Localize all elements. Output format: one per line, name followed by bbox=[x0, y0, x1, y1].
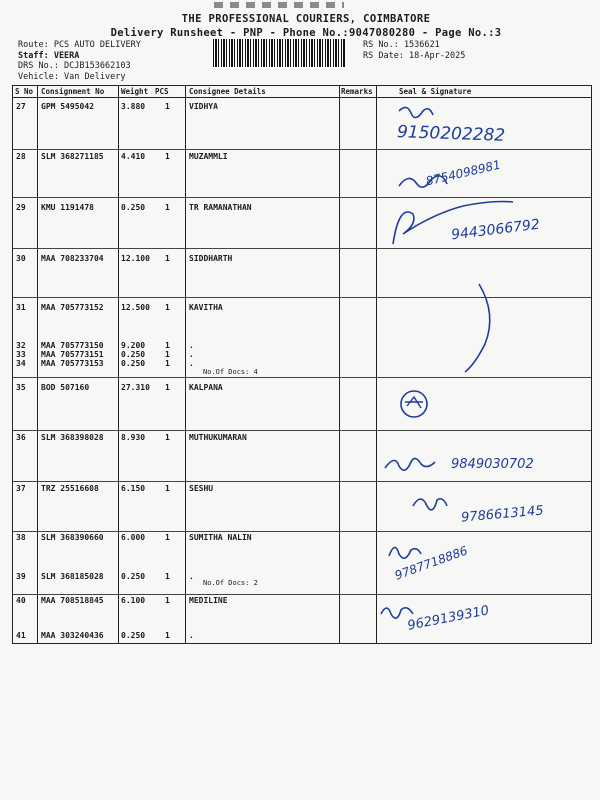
row-consignment-no: MAA 303240436 bbox=[41, 631, 104, 640]
row-consignee: . bbox=[189, 572, 194, 581]
signature-stroke bbox=[399, 107, 433, 117]
row-sno: 29 bbox=[16, 203, 26, 212]
signature-stroke bbox=[405, 397, 423, 408]
row-sno: 40 bbox=[16, 596, 26, 605]
row-sno: 39 bbox=[16, 572, 26, 581]
row-consignee: . bbox=[189, 631, 194, 640]
runsheet-meta-right bbox=[363, 40, 465, 61]
row-sno: 27 bbox=[16, 102, 26, 111]
barcode-image bbox=[213, 39, 346, 67]
route-text: Route: PCS AUTO DELIVERY bbox=[18, 40, 141, 50]
row-consignment-no: MAA 708233704 bbox=[41, 254, 104, 263]
page-title: THE PROFESSIONAL COURIERS, COIMBATORE bbox=[181, 13, 431, 25]
row-consignment-no: SLM 368185028 bbox=[41, 572, 104, 581]
col-header-consignee: Consignee Details bbox=[189, 87, 266, 96]
row-consignee: SUMITHA NALIN bbox=[189, 533, 252, 542]
row-consignment-no: SLM 368271185 bbox=[41, 152, 104, 161]
row-sno: 35 bbox=[16, 383, 26, 392]
row-pcs: 1 bbox=[165, 152, 170, 161]
row-consignment-no: TRZ 25516608 bbox=[41, 484, 99, 493]
col-header-seal: Seal & Signature bbox=[399, 87, 472, 96]
row-sno: 41 bbox=[16, 631, 26, 640]
row-weight: 9.200 bbox=[121, 341, 146, 350]
row-consignee: KALPANA bbox=[189, 383, 223, 392]
row-pcs: 1 bbox=[165, 484, 170, 493]
row-pcs: 1 bbox=[165, 433, 170, 442]
row-pcs: 1 bbox=[165, 303, 170, 312]
row-consignment-no: GPM 5495042 bbox=[41, 102, 94, 111]
drs-number: DRS No.: DCJB153662103 bbox=[18, 61, 131, 71]
row-sno: 31 bbox=[16, 303, 26, 312]
row-consignment-no: MAA 705773152 bbox=[41, 303, 104, 312]
signature-stroke bbox=[381, 608, 413, 618]
signature-stroke bbox=[413, 499, 447, 510]
handwritten-phone: 9787718886 bbox=[392, 543, 470, 583]
row-consignee: MUTHUKUMARAN bbox=[189, 433, 247, 442]
row-sno: 32 bbox=[16, 341, 26, 350]
row-pcs: 1 bbox=[165, 341, 170, 350]
row-weight: 0.250 bbox=[121, 572, 146, 581]
top-edge-mark bbox=[214, 2, 344, 8]
col-header-pcs: PCS bbox=[155, 87, 169, 96]
row-consignment-no: KMU 1191478 bbox=[41, 203, 94, 212]
row-sno: 30 bbox=[16, 254, 26, 263]
row-consignment-no: BOD 507160 bbox=[41, 383, 90, 392]
row-consignee: TR RAMANATHAN bbox=[189, 203, 252, 212]
row-consignee: MEDILINE bbox=[189, 596, 228, 605]
staff-text: Staff: VEERA bbox=[18, 50, 80, 61]
handwritten-phone: 9786613145 bbox=[460, 503, 545, 526]
row-consignee: . bbox=[189, 359, 194, 368]
col-header-weight: Weight bbox=[121, 87, 149, 96]
rs-date: RS Date: 18-Apr-2025 bbox=[363, 50, 466, 61]
page-subtitle: Delivery Runsheet - PNP - Phone No.:9047080280 - Page No.:3 bbox=[110, 27, 502, 39]
row-weight: 8.930 bbox=[121, 433, 146, 442]
row-sno: 38 bbox=[16, 533, 26, 542]
row-weight: 12.500 bbox=[121, 303, 150, 312]
row-pcs: 1 bbox=[165, 203, 170, 212]
docs-count-note: No.Of Docs: 2 bbox=[203, 579, 258, 587]
row-consignment-no: MAA 705773153 bbox=[41, 359, 104, 368]
row-pcs: 1 bbox=[165, 350, 170, 359]
row-weight: 6.000 bbox=[121, 533, 146, 542]
handwritten-phone: 9629139310 bbox=[406, 603, 491, 634]
runsheet-meta-left bbox=[18, 40, 141, 82]
row-sno: 33 bbox=[16, 350, 26, 359]
row-weight: 0.250 bbox=[121, 350, 146, 359]
rs-number: RS No.: 1536621 bbox=[363, 40, 440, 50]
row-sno: 34 bbox=[16, 359, 26, 368]
row-weight: 27.310 bbox=[121, 383, 150, 392]
handwritten-phone: 9150202282 bbox=[396, 122, 506, 146]
row-consignee: KAVITHA bbox=[189, 303, 223, 312]
docs-count-note: No.Of Docs: 4 bbox=[203, 368, 258, 376]
row-weight: 6.150 bbox=[121, 484, 146, 493]
row-weight: 0.250 bbox=[121, 359, 146, 368]
row-pcs: 1 bbox=[165, 596, 170, 605]
row-consignment-no: MAA 705773150 bbox=[41, 341, 104, 350]
row-weight: 0.250 bbox=[121, 631, 146, 640]
row-pcs: 1 bbox=[165, 102, 170, 111]
row-pcs: 1 bbox=[165, 631, 170, 640]
row-weight: 12.100 bbox=[121, 254, 150, 263]
row-weight: 0.250 bbox=[121, 203, 146, 212]
row-weight: 3.880 bbox=[121, 102, 146, 111]
row-consignee: SIDDHARTH bbox=[189, 254, 233, 263]
signature-stroke bbox=[389, 547, 421, 558]
handwritten-phone: 8754098981 bbox=[424, 157, 502, 189]
row-consignee: . bbox=[189, 341, 194, 350]
row-consignment-no: MAA 708518845 bbox=[41, 596, 104, 605]
runsheet-table bbox=[12, 85, 592, 644]
row-sno: 28 bbox=[16, 152, 26, 161]
signature-stroke bbox=[385, 458, 435, 470]
row-pcs: 1 bbox=[165, 254, 170, 263]
row-pcs: 1 bbox=[165, 383, 170, 392]
row-pcs: 1 bbox=[165, 572, 170, 581]
col-header-remarks: Remarks bbox=[341, 87, 373, 96]
row-pcs: 1 bbox=[165, 533, 170, 542]
handwritten-phone: 9443066792 bbox=[450, 216, 541, 244]
signature-stroke bbox=[401, 391, 427, 417]
row-sno: 37 bbox=[16, 484, 26, 493]
row-consignee: . bbox=[189, 350, 194, 359]
signature-stroke bbox=[465, 284, 490, 372]
row-sno: 36 bbox=[16, 433, 26, 442]
row-consignee: VIDHYA bbox=[189, 102, 218, 111]
col-header-consignment: Consignment No bbox=[41, 87, 105, 96]
row-consignee: SESHU bbox=[189, 484, 214, 493]
handwritten-phone: 9849030702 bbox=[451, 457, 534, 472]
row-consignment-no: SLM 368390660 bbox=[41, 533, 104, 542]
row-weight: 4.410 bbox=[121, 152, 146, 161]
row-consignee: MUZAMMLI bbox=[189, 152, 228, 161]
row-consignment-no: SLM 368398028 bbox=[41, 433, 104, 442]
col-header-sno: S No bbox=[15, 87, 34, 96]
vehicle-text: Vehicle: Van Delivery bbox=[18, 71, 126, 82]
row-pcs: 1 bbox=[165, 359, 170, 368]
row-weight: 6.100 bbox=[121, 596, 146, 605]
row-consignment-no: MAA 705773151 bbox=[41, 350, 104, 359]
